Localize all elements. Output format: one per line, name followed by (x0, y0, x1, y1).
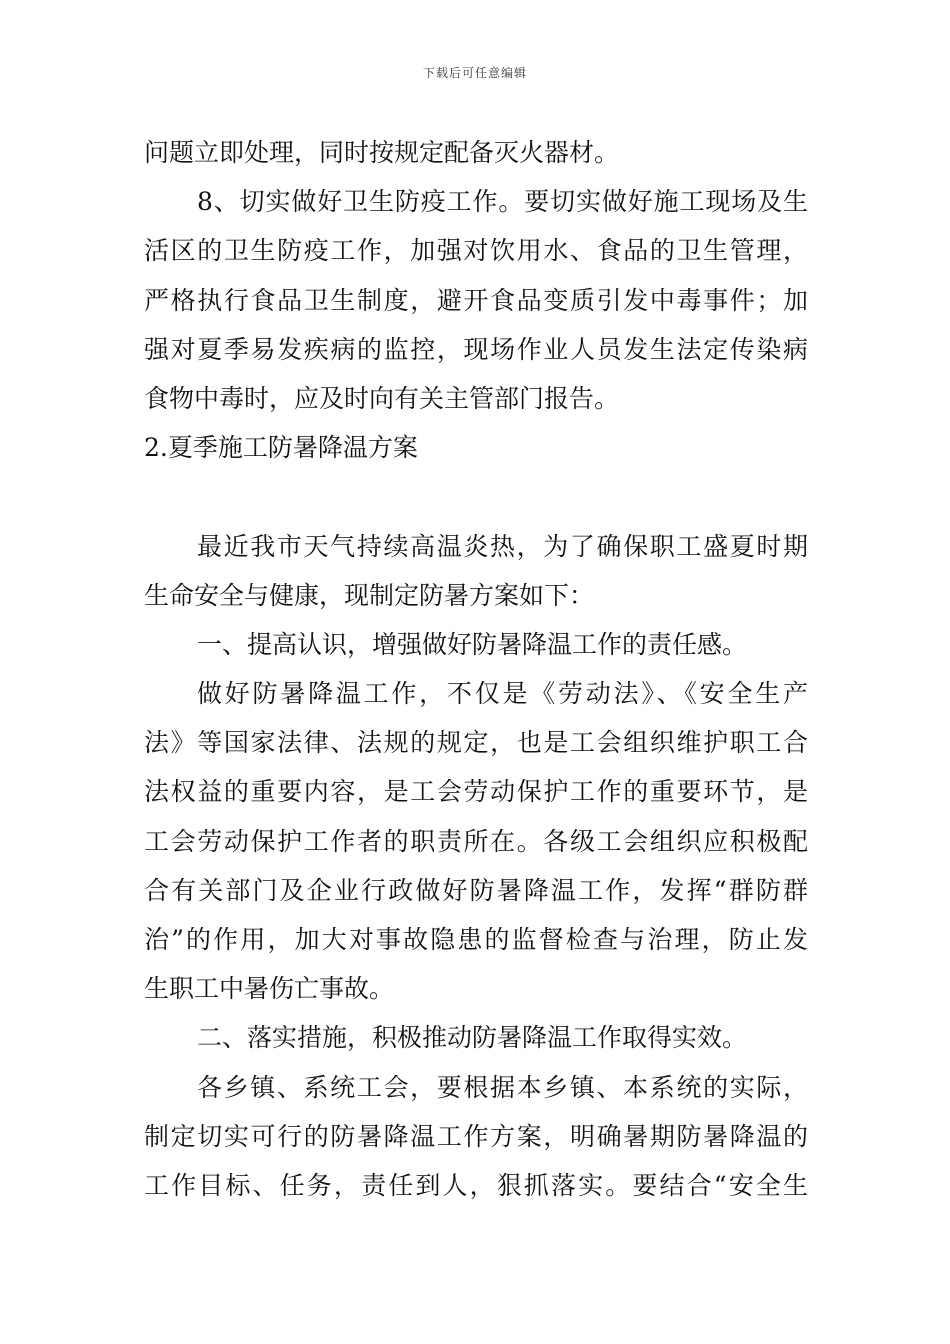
section-heading: 2.夏季施工防暑降温方案 (144, 433, 418, 463)
paragraph-line: 工作目标、任务，责任到人，狠抓落实。要结合“安全生 (144, 1170, 808, 1200)
paragraph-line: 问题立即处理，同时按规定配备灭火器材。 (144, 138, 620, 167)
paragraph-line: 8、切实做好卫生防疫工作。要切实做好施工现场及生 (197, 187, 808, 217)
paragraph-line: 工会劳动保护工作者的职责所在。各级工会组织应积极配 (144, 826, 808, 856)
paragraph-line: 活区的卫生防疫工作，加强对饮用水、食品的卫生管理， (144, 236, 808, 266)
subheading-line: 一、提高认识，增强做好防暑降温工作的责任感。 (197, 629, 748, 659)
subheading-line: 二、落实措施，积极推动防暑降温工作取得实效。 (197, 1023, 748, 1053)
paragraph-line: 严格执行食品卫生制度，避开食品变质引发中毒事件；加 (144, 285, 808, 315)
paragraph-line: 生命安全与健康，现制定防暑方案如下： (144, 580, 595, 610)
blank-line (144, 472, 808, 521)
paragraph-line: 各乡镇、系统工会，要根据本乡镇、本系统的实际， (197, 1072, 808, 1102)
paragraph-line: 做好防暑降温工作，不仅是《劳动法》、《安全生产 (197, 679, 808, 709)
paragraph-line: 法权益的重要内容，是工会劳动保护工作的重要环节，是 (144, 777, 808, 807)
page-header: 下载后可任意编辑 (422, 66, 527, 80)
paragraph-line: 制定切实可行的防暑降温工作方案，明确暑期防暑降温的 (144, 1121, 808, 1151)
paragraph-line: 合有关部门及企业行政做好防暑降温工作，发挥“群防群 (144, 875, 808, 905)
paragraph-line: 强对夏季易发疾病的监控，现场作业人员发生法定传染病 (144, 334, 808, 364)
paragraph-line: 法》等国家法律、法规的规定，也是工会组织维护职工合 (144, 728, 808, 758)
paragraph-line: 最近我市天气持续高温炎热，为了确保职工盛夏时期 (197, 531, 808, 561)
paragraph-line: 治”的作用，加大对事故隐患的监督检查与治理，防止发 (144, 925, 808, 954)
paragraph-line: 食物中毒时，应及时向有关主管部门报告。 (144, 383, 620, 413)
paragraph-line: 生职工中暑伤亡事故。 (144, 974, 395, 1004)
document-body (144, 128, 808, 1210)
